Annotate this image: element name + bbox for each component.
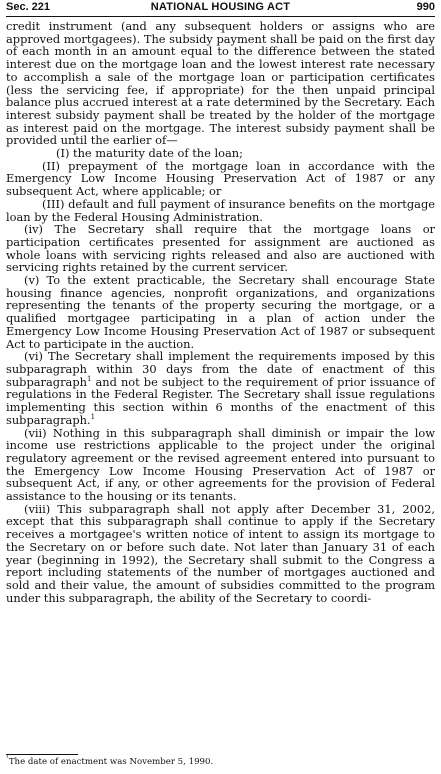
- act-title: NATIONAL HOUSING ACT: [150, 1, 291, 13]
- header-rule: [6, 16, 435, 17]
- section-number: Sec. 221: [6, 1, 51, 13]
- footnote-text: The date of enactment was November 5, 1990.: [8, 757, 214, 767]
- paragraph: (III) default and full payment of insurance benefits on the mortgage loan by the Federal Housing Administration.: [6, 196, 435, 224]
- paragraph: (vii) Nothing in this subparagraph shall diminish or impair the low income use restrictions applicable to the project under the original regulatory agreement or the revised agreement entered into pursuant to the Emergency Low Income Housing Preservation Act of 1987 or subsequent Act, if any, or other agreements for the provision of Federal assistance to the housing or its tenants.: [6, 425, 435, 504]
- footnote-reference: 1: [86, 374, 92, 383]
- footnote-marker: ¹: [6, 754, 9, 763]
- paragraph: (vi) The Secretary shall implement the requirements imposed by this subparagraph within 30 days from the date of enactment of this subparagraph$^1$ and not be subject to the requirement of prior issuance of regulations in the Federal Register. The Secretary shall issue regulations implementing this section within 6 months of the enactment of this subparagraph.$^1$: [6, 349, 435, 427]
- paragraph: credit instrument (and any subsequent holders or assigns who are approved mortgagees). The subsidy payment shall be paid on the first day of each month in an amount equal to the difference between the stated interest due on the mortgage loan and the lowest interest rate necessary to accomplish a sale of the mortgage loan or participation certificates (less the servicing fee, if appropriate) for the then unpaid principal balance plus accrued interest at a rate determined by the Secretary. Each interest subsidy payment shall be treated by the holder of the mortgage as interest paid on the mortgage. The interest subsidy payment shall be provided until the earlier of—: [6, 19, 435, 148]
- page-number: 990: [416, 1, 435, 13]
- footnote: [6, 754, 435, 768]
- paragraph: (I) the maturity date of the loan;: [56, 146, 243, 161]
- footnote-rule: [6, 754, 78, 755]
- body-text: [6, 20, 435, 604]
- paragraph: (v) To the extent practicable, the Secretary shall encourage State housing finance agencies, nonprofit organizations, and organizations representing the tenants of the property securing the mortgage, or a qualified mortgagee participating in a plan of action under the Emergency Low Income Housing Preservation Act of 1987 or subsequent Act to participate in the auction.: [6, 273, 435, 351]
- running-head: [6, 0, 435, 14]
- document-page: [6, 0, 435, 774]
- paragraph: (iv) The Secretary shall require that the mortgage loans or participation certificates presented for assignment are auctioned as whole loans with servicing rights released and also are auctioned with servicing rights retained by the current servicer.: [6, 222, 435, 275]
- footnote-reference: 1: [90, 413, 96, 421]
- paragraph: (II) prepayment of the mortgage loan in accordance with the Emergency Low Income Housing Preservation Act of 1987 or any subsequent Act, where applicable; or: [6, 158, 435, 199]
- paragraph: (viii) This subparagraph shall not apply after December 31, 2002, except that this subparagraph shall continue to apply if the Secretary receives a mortgagee's written notice of intent to assign its mortgage to the Secretary on or before such date. Not later than January 31 of each year (beginning in 1992), the Secretary shall submit to the Congress a report including statements of the number of mortgages auctioned and sold and their value, the amount of subsidies committed to the program under this subparagraph, the ability of the Secretary to coordi-: [6, 501, 435, 605]
